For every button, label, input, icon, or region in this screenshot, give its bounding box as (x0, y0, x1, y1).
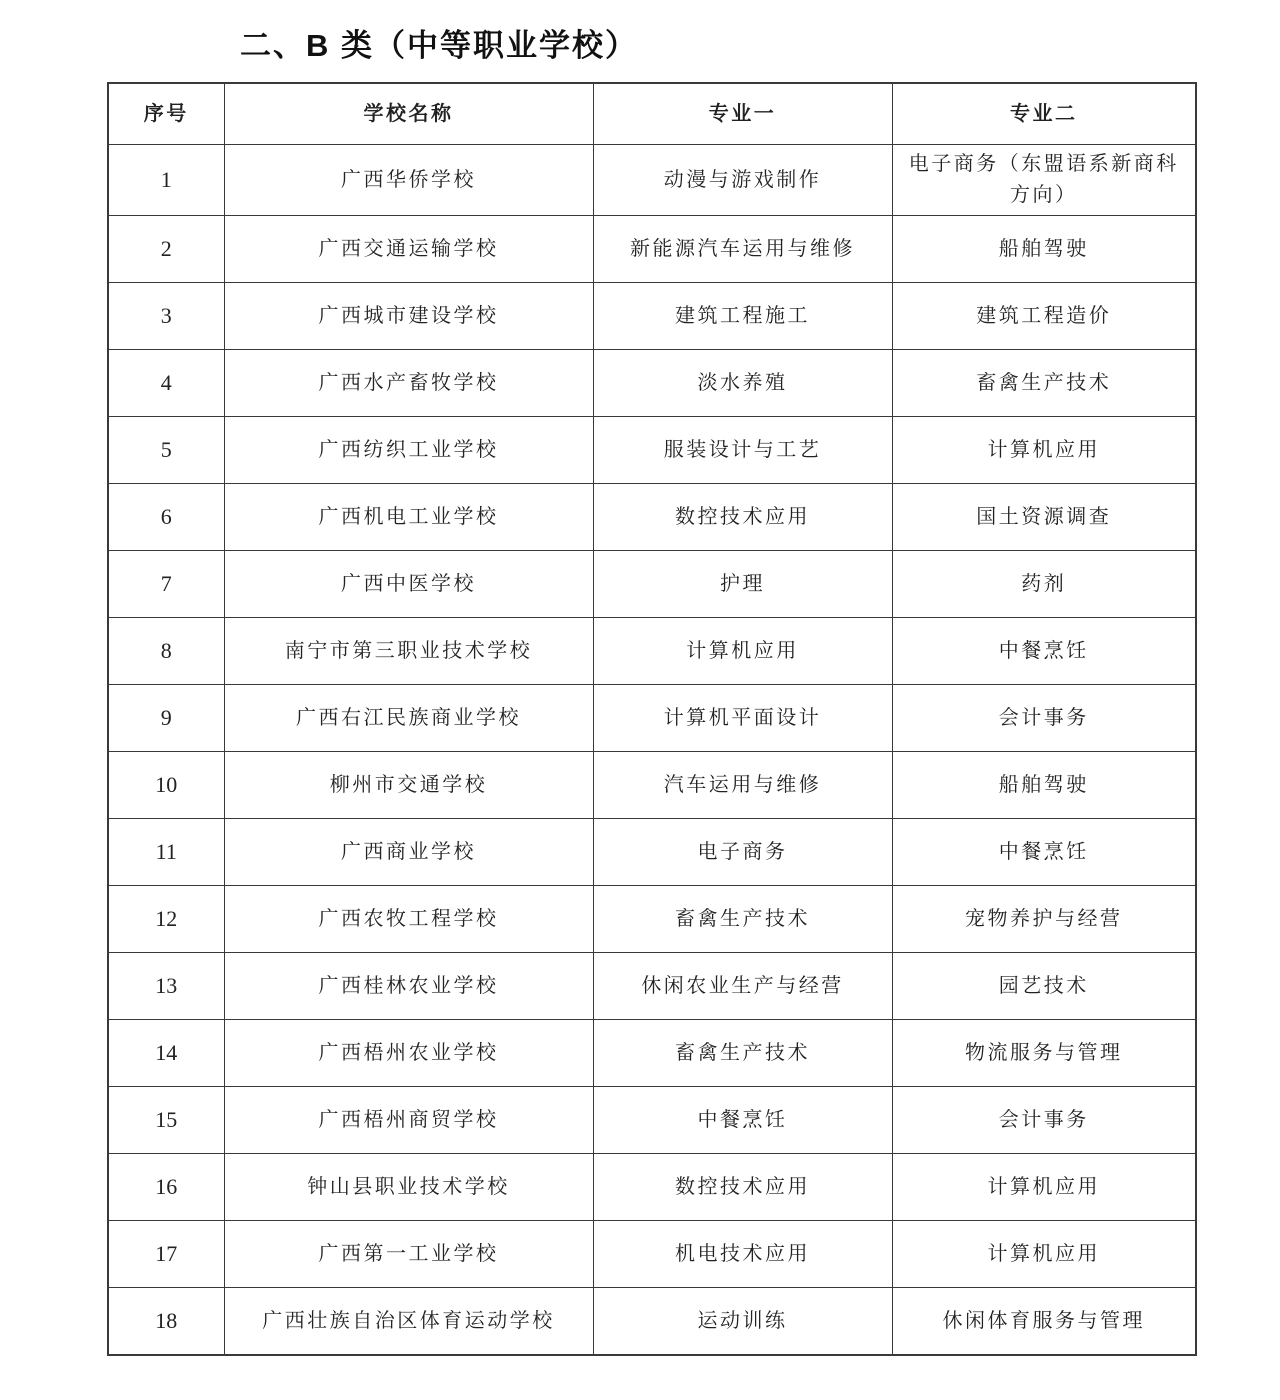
school-table-body (108, 145, 1196, 1356)
major2-cell: 船舶驾驶 (892, 752, 1196, 819)
major1-cell: 淡水养殖 (593, 350, 892, 417)
major1-cell: 中餐烹饪 (593, 1087, 892, 1154)
major1-cell: 新能源汽车运用与维修 (593, 216, 892, 283)
major1-cell: 电子商务 (593, 819, 892, 886)
major2-cell: 会计事务 (892, 685, 1196, 752)
school-name-cell: 广西梧州商贸学校 (224, 1087, 593, 1154)
row-number-cell: 12 (108, 886, 224, 953)
school-name-cell: 广西桂林农业学校 (224, 953, 593, 1020)
row-number-cell: 17 (108, 1221, 224, 1288)
row-number-cell: 14 (108, 1020, 224, 1087)
row-number-cell: 18 (108, 1288, 224, 1356)
row-number-cell: 11 (108, 819, 224, 886)
row-number-cell: 10 (108, 752, 224, 819)
major2-cell: 中餐烹饪 (892, 618, 1196, 685)
major1-cell: 动漫与游戏制作 (593, 145, 892, 216)
school-name-cell: 广西中医学校 (224, 551, 593, 618)
school-name-cell: 广西机电工业学校 (224, 484, 593, 551)
header-cell-major1: 专业一 (593, 83, 892, 145)
major1-cell: 汽车运用与维修 (593, 752, 892, 819)
school-name-cell: 柳州市交通学校 (224, 752, 593, 819)
major1-cell: 畜禽生产技术 (593, 1020, 892, 1087)
table-row (108, 417, 1196, 484)
row-number-cell: 6 (108, 484, 224, 551)
table-row (108, 819, 1196, 886)
major2-cell: 物流服务与管理 (892, 1020, 1196, 1087)
table-row (108, 551, 1196, 618)
school-name-cell: 广西第一工业学校 (224, 1221, 593, 1288)
table-row (108, 283, 1196, 350)
major2-cell: 计算机应用 (892, 1221, 1196, 1288)
table-row (108, 618, 1196, 685)
school-name-cell: 广西商业学校 (224, 819, 593, 886)
row-number-cell: 16 (108, 1154, 224, 1221)
major2-cell: 宠物养护与经营 (892, 886, 1196, 953)
major1-cell: 休闲农业生产与经营 (593, 953, 892, 1020)
school-name-cell: 广西华侨学校 (224, 145, 593, 216)
table-row (108, 1288, 1196, 1356)
header-cell-index: 序号 (108, 83, 224, 145)
school-name-cell: 广西壮族自治区体育运动学校 (224, 1288, 593, 1356)
major2-cell: 药剂 (892, 551, 1196, 618)
major2-cell: 电子商务（东盟语系新商科方向） (892, 145, 1196, 216)
header-cell-major2: 专业二 (892, 83, 1196, 145)
row-number-cell: 1 (108, 145, 224, 216)
table-row (108, 953, 1196, 1020)
major2-cell: 计算机应用 (892, 417, 1196, 484)
row-number-cell: 8 (108, 618, 224, 685)
major1-cell: 计算机平面设计 (593, 685, 892, 752)
school-name-cell: 广西交通运输学校 (224, 216, 593, 283)
school-name-cell: 广西城市建设学校 (224, 283, 593, 350)
school-name-cell: 广西梧州农业学校 (224, 1020, 593, 1087)
major1-cell: 计算机应用 (593, 618, 892, 685)
major2-cell: 计算机应用 (892, 1154, 1196, 1221)
row-number-cell: 3 (108, 283, 224, 350)
table-row (108, 484, 1196, 551)
table-row (108, 886, 1196, 953)
school-name-cell: 广西纺织工业学校 (224, 417, 593, 484)
school-name-cell: 广西农牧工程学校 (224, 886, 593, 953)
major1-cell: 护理 (593, 551, 892, 618)
major1-cell: 运动训练 (593, 1288, 892, 1356)
table-header-row (108, 83, 1196, 145)
major2-cell: 休闲体育服务与管理 (892, 1288, 1196, 1356)
table-row (108, 350, 1196, 417)
row-number-cell: 4 (108, 350, 224, 417)
row-number-cell: 2 (108, 216, 224, 283)
major1-cell: 数控技术应用 (593, 484, 892, 551)
major1-cell: 服装设计与工艺 (593, 417, 892, 484)
page-title: 二、B 类（中等职业学校） (240, 28, 638, 63)
row-number-cell: 13 (108, 953, 224, 1020)
major2-cell: 畜禽生产技术 (892, 350, 1196, 417)
school-name-cell: 广西右江民族商业学校 (224, 685, 593, 752)
row-number-cell: 9 (108, 685, 224, 752)
row-number-cell: 15 (108, 1087, 224, 1154)
major2-cell: 建筑工程造价 (892, 283, 1196, 350)
major1-cell: 畜禽生产技术 (593, 886, 892, 953)
table-row (108, 752, 1196, 819)
major1-cell: 机电技术应用 (593, 1221, 892, 1288)
row-number-cell: 7 (108, 551, 224, 618)
table-row (108, 1020, 1196, 1087)
major2-cell: 会计事务 (892, 1087, 1196, 1154)
table-row (108, 145, 1196, 216)
school-name-cell: 广西水产畜牧学校 (224, 350, 593, 417)
table-row (108, 1221, 1196, 1288)
table-row (108, 1087, 1196, 1154)
major2-cell: 中餐烹饪 (892, 819, 1196, 886)
major2-cell: 园艺技术 (892, 953, 1196, 1020)
header-cell-school: 学校名称 (224, 83, 593, 145)
major2-cell: 国土资源调查 (892, 484, 1196, 551)
table-row (108, 685, 1196, 752)
school-table (107, 82, 1197, 1356)
major1-cell: 数控技术应用 (593, 1154, 892, 1221)
school-name-cell: 钟山县职业技术学校 (224, 1154, 593, 1221)
major1-cell: 建筑工程施工 (593, 283, 892, 350)
school-name-cell: 南宁市第三职业技术学校 (224, 618, 593, 685)
row-number-cell: 5 (108, 417, 224, 484)
table-row (108, 216, 1196, 283)
major2-cell: 船舶驾驶 (892, 216, 1196, 283)
table-row (108, 1154, 1196, 1221)
